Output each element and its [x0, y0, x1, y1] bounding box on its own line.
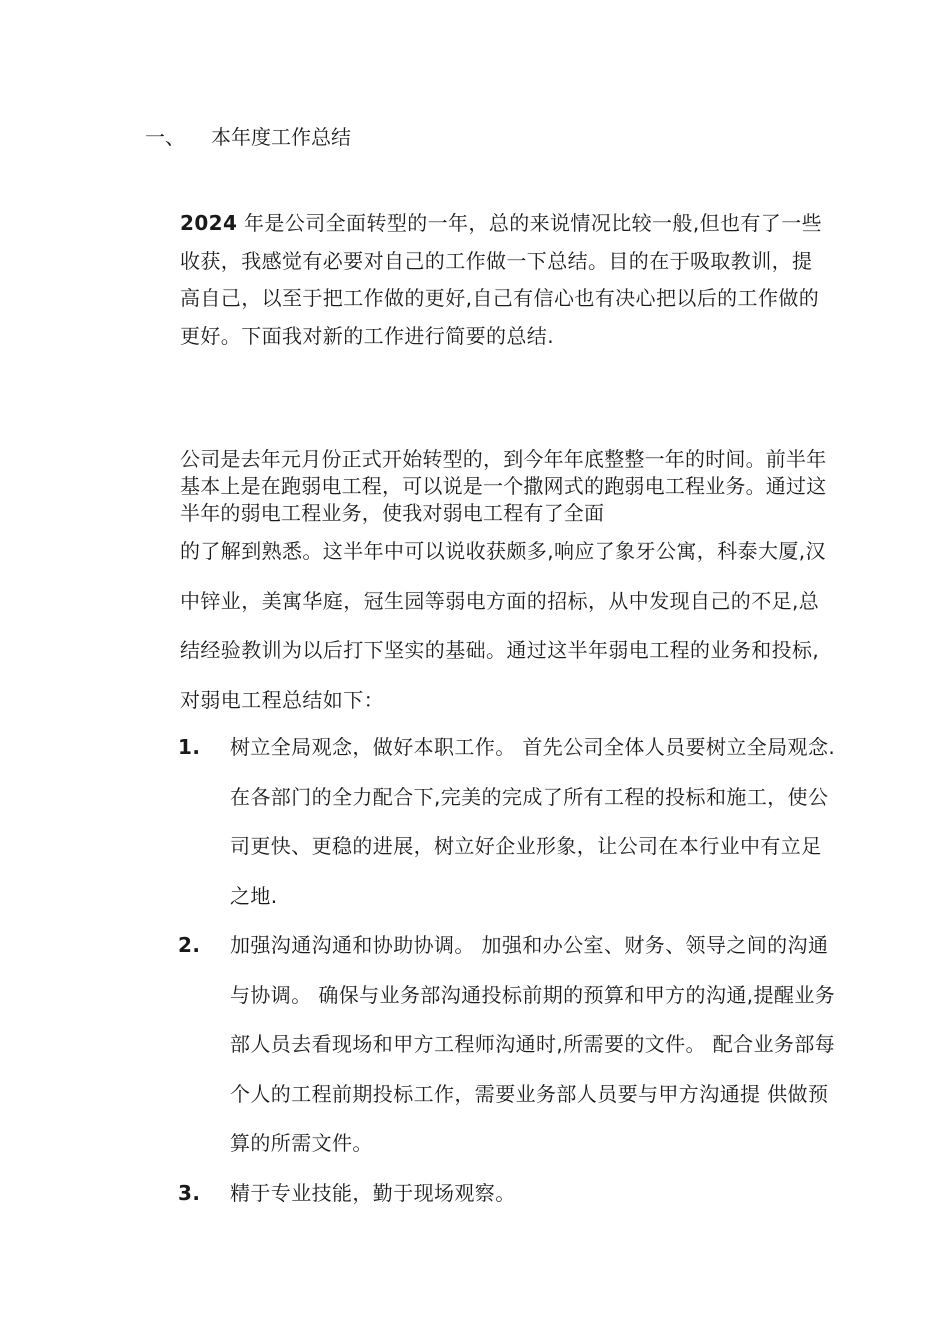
- list-item-text: 树立全局观念，做好本职工作。 首先公司全体人员要树立全局观念.在各部门的全力配合下,完美的完成了所有工程的投标和施工，使公司更快、更稳的进展，树立好企业形象，让公司在本行业中有立足之地.: [230, 735, 836, 908]
- summary-list: [178, 723, 838, 1218]
- intro-year: 2024: [180, 211, 238, 235]
- list-item: [178, 921, 838, 1169]
- list-item-marker: 1.: [178, 735, 201, 759]
- list-item: [178, 1169, 838, 1219]
- body-paragraph: [180, 446, 830, 725]
- body-paragraph-part-2: 的了解到熟悉。这半年中可以说收获颇多,响应了象牙公寓，科泰大厦,汉中锌业，美寓华庭，冠生园等弱电方面的招标，从中发现自己的不足,总结经验教训为以后打下坚实的基础。通过这半年弱电工程的业务和投标,对弱电工程总结如下：: [180, 539, 826, 712]
- list-item-text: 加强沟通沟通和协助协调。 加强和办公室、财务、领导之间的沟通与协调。 确保与业务部沟通投标前期的预算和甲方的沟通,提醒业务部人员去看现场和甲方工程师沟通时,所需要的文件。 配合业务部每个人的工程前期投标工作，需要业务部人员要与甲方沟通提 供做预算的所需文件。: [230, 933, 836, 1155]
- section-title: 本年度工作总结: [211, 125, 351, 149]
- list-item: [178, 723, 838, 921]
- body-paragraph-part-1: 公司是去年元月份正式开始转型的，到今年年底整整一年的时间。前半年基本上是在跑弱电工程，可以说是一个撒网式的跑弱电工程业务。通过这半年的弱电工程业务，使我对弱电工程有了全面: [180, 447, 827, 525]
- section-heading: [145, 122, 351, 152]
- section-number: 一、: [145, 125, 185, 149]
- list-item-marker: 3.: [178, 1180, 201, 1205]
- list-item-marker: 2.: [178, 933, 201, 957]
- intro-text: 年是公司全面转型的一年，总的来说情况比较一般,但也有了一些收获，我感觉有必要对自己的工作做一下总结。目的在于吸取教训，提高自己，以至于把工作做的更好,自己有信心也有决心把以后的工作做的更好。下面我对新的工作进行简要的总结.: [180, 211, 822, 348]
- list-item-text: 精于专业技能，勤于现场观察。: [230, 1180, 516, 1205]
- intro-paragraph: [180, 205, 830, 355]
